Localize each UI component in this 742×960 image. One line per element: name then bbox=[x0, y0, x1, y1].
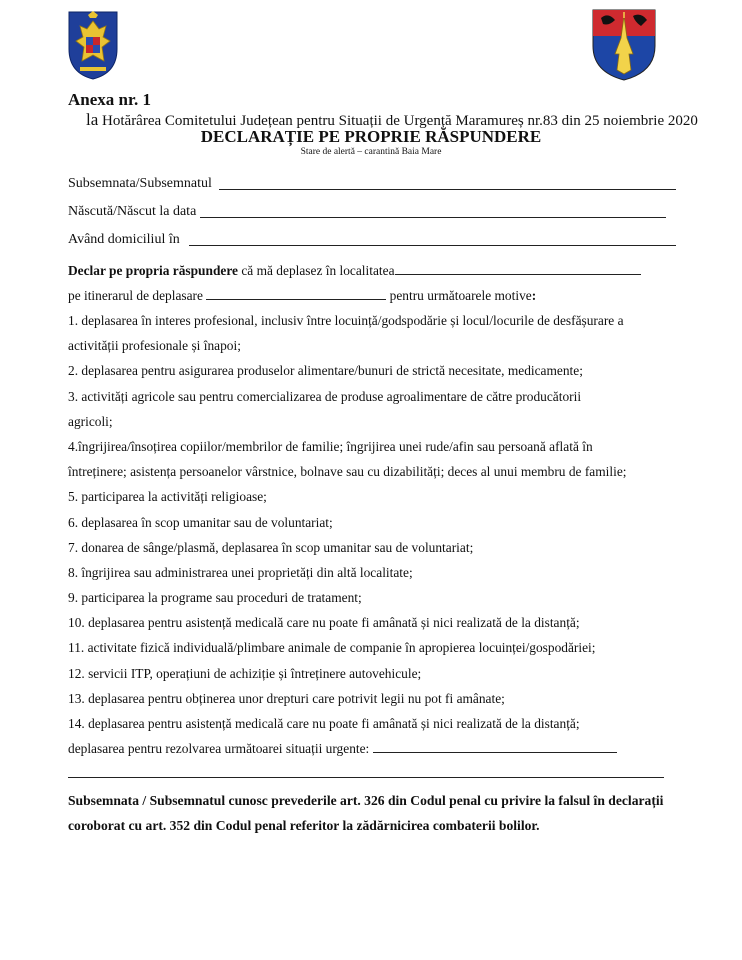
declaration-locality-label: că mă deplasez în localitatea bbox=[241, 263, 395, 278]
motive-line: întreținere; asistența persoanelor vârstnice, bolnave sau cu dizabilități; deces al unui membru de familie; bbox=[68, 464, 627, 480]
motive-line: 2. deplasarea pentru asigurarea produselor alimentare/bunuri de strictă necesitate, medicamente; bbox=[68, 363, 583, 379]
motives-label: pentru următoarele motive bbox=[389, 288, 532, 304]
birth-date-label: Născută/Născut la data bbox=[68, 204, 197, 219]
motive-line: 5. participarea la activități religioase; bbox=[68, 489, 267, 505]
motive-line: 4.îngrijirea/însoțirea copiilor/membrilor de familie; îngrijirea unei rude/afin sau persoană aflată în bbox=[68, 438, 593, 454]
route-label: pe itinerarul de deplasare bbox=[68, 288, 203, 304]
name-label: Subsemnata/Subsemnatul bbox=[68, 176, 212, 191]
declaration-line bbox=[68, 258, 678, 283]
address-label: Având domiciliul în bbox=[68, 232, 180, 247]
reference-text: Hotărârea Comitetului Județean pentru Situații de Urgență Maramureș nr.83 din 25 noiembrie 2020 bbox=[102, 113, 698, 129]
motive-line: 7. donarea de sânge/plasmă, deplasarea în scop umanitar sau de voluntariat; bbox=[68, 539, 474, 555]
motives-list bbox=[68, 308, 678, 736]
name-line[interactable] bbox=[219, 189, 676, 190]
motive-line: 12. servicii ITP, operațiuni de achiziție și întreținere autovehicule; bbox=[68, 665, 422, 681]
motive-line: activității profesionale și înapoi; bbox=[68, 338, 241, 354]
urgent-situation-extra-line[interactable] bbox=[68, 777, 664, 778]
romania-coat-of-arms-icon bbox=[66, 9, 120, 81]
motive-line: 13. deplasarea pentru obținerea unor drepturi care potrivit legii nu pot fi amânate; bbox=[68, 690, 505, 706]
declaration-paragraph bbox=[68, 258, 678, 308]
address-line[interactable] bbox=[189, 245, 676, 246]
route-line-row bbox=[68, 283, 678, 308]
motive-line: 3. activități agricole sau pentru comercializarea de produse agroalimentare de către producătorii bbox=[68, 388, 582, 404]
declaration-bold-lead: Declar pe propria răspundere bbox=[68, 263, 238, 278]
document-subtitle: Stare de alertă – carantină Baia Mare bbox=[300, 147, 442, 157]
motive-line: 14. deplasarea pentru asistență medicală care nu poate fi amânată și nici realizată de la distanță; bbox=[68, 716, 580, 731]
locality-line[interactable] bbox=[395, 260, 641, 275]
urgent-situation-label: deplasarea pentru rezolvarea următoarei situații urgente: bbox=[68, 741, 370, 756]
birth-date-line[interactable] bbox=[200, 217, 666, 218]
urgent-situation-row bbox=[68, 736, 678, 761]
birth-date-field[interactable] bbox=[68, 203, 196, 221]
motive-line: 9. participarea la programe sau proceduri de tratament; bbox=[68, 590, 362, 606]
urgent-situation-line[interactable] bbox=[373, 738, 617, 753]
route-line[interactable] bbox=[206, 285, 386, 300]
legal-warning: Subsemnata / Subsemnatul cunosc prevederile art. 326 din Codul penal cu privire la falsul în declarații coroborat cu art. 352 din Codul penal referitor la zădărnicirea combaterii bolilor. bbox=[68, 793, 664, 833]
address-field[interactable] bbox=[68, 231, 180, 249]
maramures-county-coat-of-arms-icon bbox=[591, 8, 657, 82]
motive-line: 11. activitate fizică individuală/plimbare animale de companie în apropierea locuinței/gospodăriei; bbox=[68, 640, 596, 656]
motive-line: 10. deplasarea pentru asistență medicală care nu poate fi amânată și nici realizată de la distanță; bbox=[68, 615, 580, 631]
motive-line: 8. îngrijirea sau administrarea unei proprietăți din altă localitate; bbox=[68, 564, 413, 580]
name-field[interactable] bbox=[68, 175, 212, 193]
motive-line: 1. deplasarea în interes profesional, inclusiv între locuință/godspodărie și locul/locurile de desfășurare a bbox=[68, 313, 624, 328]
document-title: DECLARAȚIE PE PROPRIE RĂSPUNDERE bbox=[200, 127, 542, 146]
reference-prefix: la bbox=[86, 110, 99, 129]
motive-line: agricoli; bbox=[68, 413, 113, 429]
annex-number: Anexa nr. 1 bbox=[68, 90, 151, 109]
motives-colon: : bbox=[531, 288, 537, 304]
motive-line: 6. deplasarea în scop umanitar sau de voluntariat; bbox=[68, 514, 333, 530]
